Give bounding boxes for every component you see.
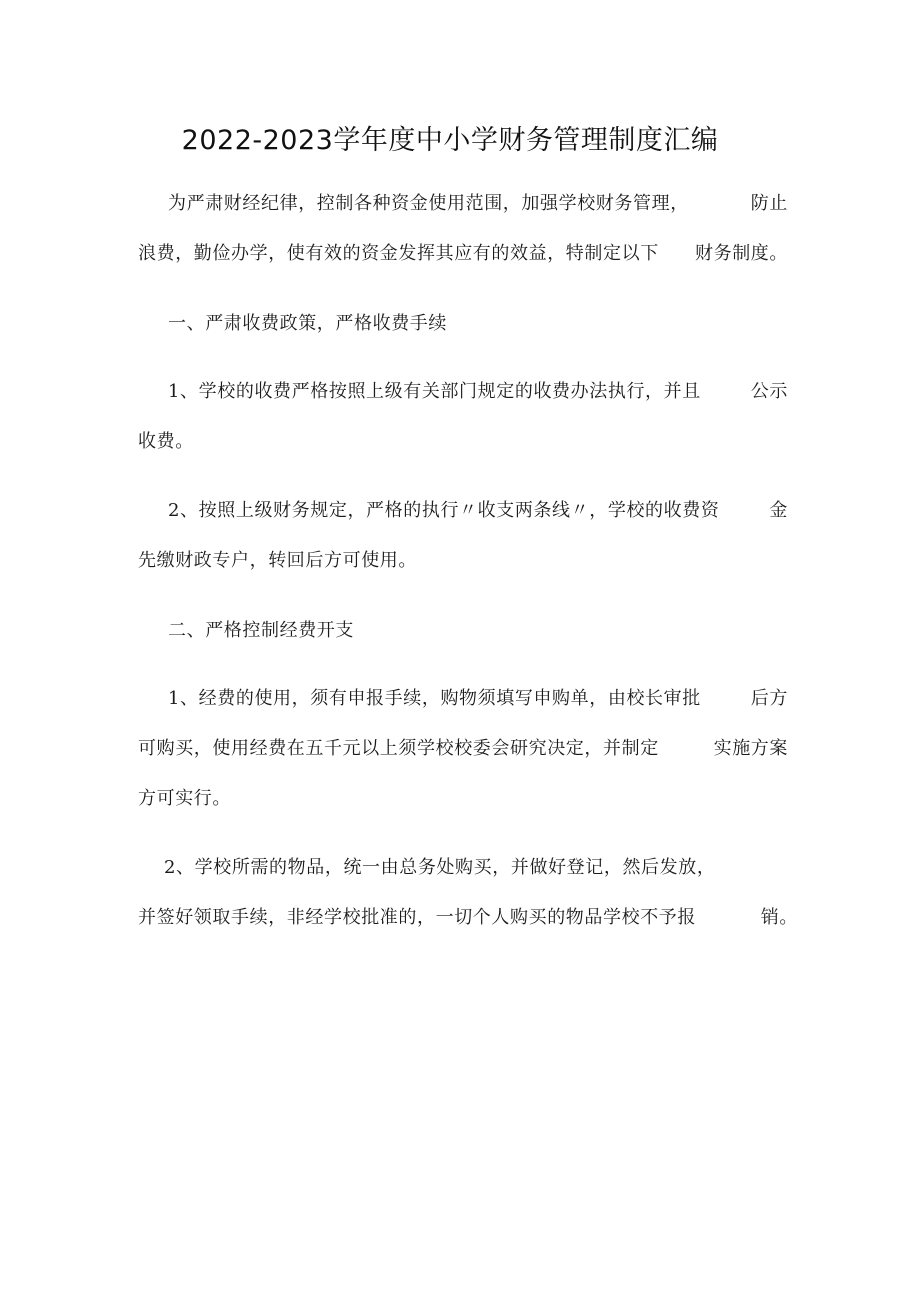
paragraph-line — [138, 235, 788, 273]
text-segment: 公示 — [750, 381, 788, 402]
paragraph-line: 先缴财政专户，转回后方可使用。 — [138, 550, 417, 571]
paragraph-line: 收费。 — [138, 431, 194, 452]
section-heading-text: 一、严肃收费政策，严格收费手续 — [168, 313, 447, 334]
paragraph-line — [138, 680, 788, 718]
text-segment: 并签好领取手续，非经学校批准的，一切个人购买的物品学校不予报 — [138, 907, 696, 928]
text-segment: 2、按照上级财务规定，严格的执行〃收支两条线〃，学校的收费资 — [168, 500, 720, 521]
text-segment: 后方 — [750, 688, 788, 709]
paragraph-line: 2、学校所需的物品，统一由总务处购买，并做好登记，然后发放， — [164, 857, 716, 878]
section1-item1-paragraph — [138, 373, 788, 461]
paragraph-line — [138, 373, 788, 411]
intro-paragraph — [138, 185, 788, 273]
paragraph-line: 方可实行。 — [138, 788, 231, 809]
document-title: 2022-2023学年度中小学财务管理制度汇编 — [181, 125, 719, 156]
section1-item2-paragraph — [138, 492, 788, 580]
text-segment: 实施方案 — [713, 738, 788, 759]
section-heading-1 — [138, 305, 788, 343]
text-segment: 1、学校的收费严格按照上级有关部门规定的收费办法执行，并且 — [168, 381, 701, 402]
section-heading-text: 二、严格控制经费开支 — [168, 620, 354, 641]
section2-item2-paragraph — [138, 849, 798, 937]
paragraph-line — [138, 730, 788, 768]
text-segment: 销。 — [760, 907, 798, 928]
text-segment: 可购买，使用经费在五千元以上须学校校委会研究决定，并制定 — [138, 738, 659, 759]
text-segment: 防止 — [750, 193, 788, 214]
text-segment: 金 — [769, 500, 788, 521]
text-segment: 浪费，勤俭办学，使有效的资金发挥其应有的效益，特制定以下 — [138, 243, 659, 264]
section-heading-2 — [138, 612, 788, 650]
paragraph-line — [138, 492, 788, 530]
text-segment: 为严肃财经纪律，控制各种资金使用范围，加强学校财务管理， — [168, 193, 689, 214]
text-segment: 财务制度。 — [695, 243, 788, 264]
text-segment: 1、经费的使用，须有申报手续，购物须填写申购单，由校长审批 — [168, 688, 701, 709]
paragraph-line — [138, 899, 798, 937]
paragraph-line — [138, 185, 788, 223]
section2-item1-paragraph — [138, 680, 788, 818]
